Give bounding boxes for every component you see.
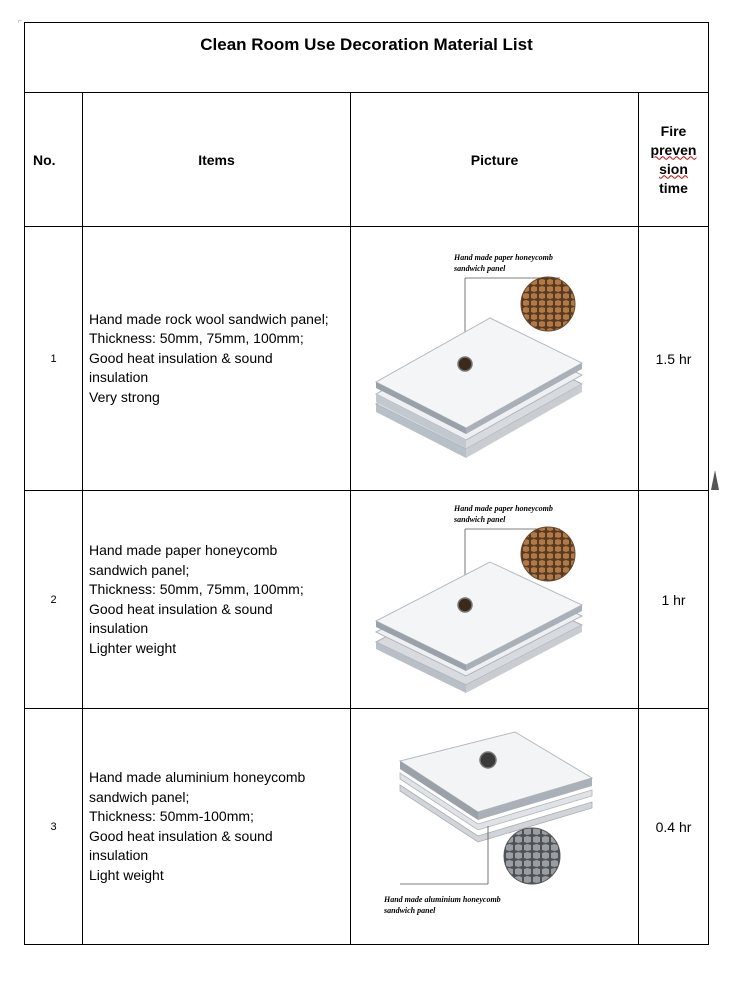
picture-cell (351, 227, 639, 490)
table-header-row (25, 93, 708, 227)
image-caption: sandwich panel (453, 515, 505, 524)
item-line: sandwich panel; (89, 561, 190, 578)
image-caption: Hand made paper honeycomb (453, 252, 553, 262)
item-line: Very strong (89, 388, 160, 405)
item-line: Thickness: 50mm, 75mm, 100mm; (89, 330, 304, 347)
item-line: Light weight (89, 866, 164, 883)
item-line: sandwich panel; (89, 788, 190, 805)
row-number: 3 (25, 709, 83, 944)
image-caption: sandwich panel (383, 905, 435, 915)
image-caption: Hand made paper honeycomb (453, 504, 553, 513)
item-description (83, 227, 351, 490)
fire-time-value: 0.4 hr (655, 818, 692, 835)
row-number: 1 (25, 227, 83, 490)
item-line: Thickness: 50mm, 75mm, 100mm; (89, 581, 304, 597)
header-no: No. (25, 93, 83, 226)
item-line: insulation (89, 620, 149, 636)
item-line: Thickness: 50mm-100mm; (89, 808, 254, 824)
item-description (83, 709, 351, 944)
picture-cell (351, 491, 639, 708)
item-line: Good heat insulation & sound (89, 349, 273, 366)
item-line: Hand made paper honeycomb (89, 542, 278, 558)
item-line: insulation (89, 369, 149, 386)
item-line: Good heat insulation & sound (89, 827, 273, 844)
sandwich-panel-image (370, 716, 620, 938)
sandwich-panel-image (370, 497, 620, 702)
table-row (25, 491, 708, 709)
picture-cell (351, 709, 639, 944)
item-line: insulation (89, 847, 149, 863)
fire-time-value: 1.5 hr (655, 350, 692, 367)
item-description (83, 491, 351, 708)
material-list-table (24, 22, 709, 945)
fire-time-value: 1 hr (661, 591, 686, 608)
header-items: Items (83, 93, 351, 226)
header-fire-line: preven (650, 141, 697, 158)
header-fire-line: sion (659, 160, 688, 177)
item-line: Good heat insulation & sound (89, 600, 273, 617)
image-caption: sandwich panel (453, 263, 505, 273)
margin-marker-icon (711, 470, 719, 490)
header-fire-time (639, 93, 708, 226)
item-line: Lighter weight (89, 639, 177, 656)
header-fire-line: time (659, 179, 688, 196)
item-line: Hand made rock wool sandwich panel; (89, 310, 329, 327)
row-number: 2 (25, 491, 83, 708)
table-row (25, 227, 708, 491)
header-picture: Picture (351, 93, 639, 226)
sandwich-panel-image (370, 244, 620, 474)
header-fire-line: Fire (660, 122, 687, 139)
table-row (25, 709, 708, 944)
corner-mark: ⌐ (18, 18, 23, 25)
item-line: Hand made aluminium honeycomb (89, 769, 306, 785)
document-title: Clean Room Use Decoration Material List (25, 23, 708, 93)
image-caption: Hand made aluminium honeycomb (383, 894, 501, 904)
